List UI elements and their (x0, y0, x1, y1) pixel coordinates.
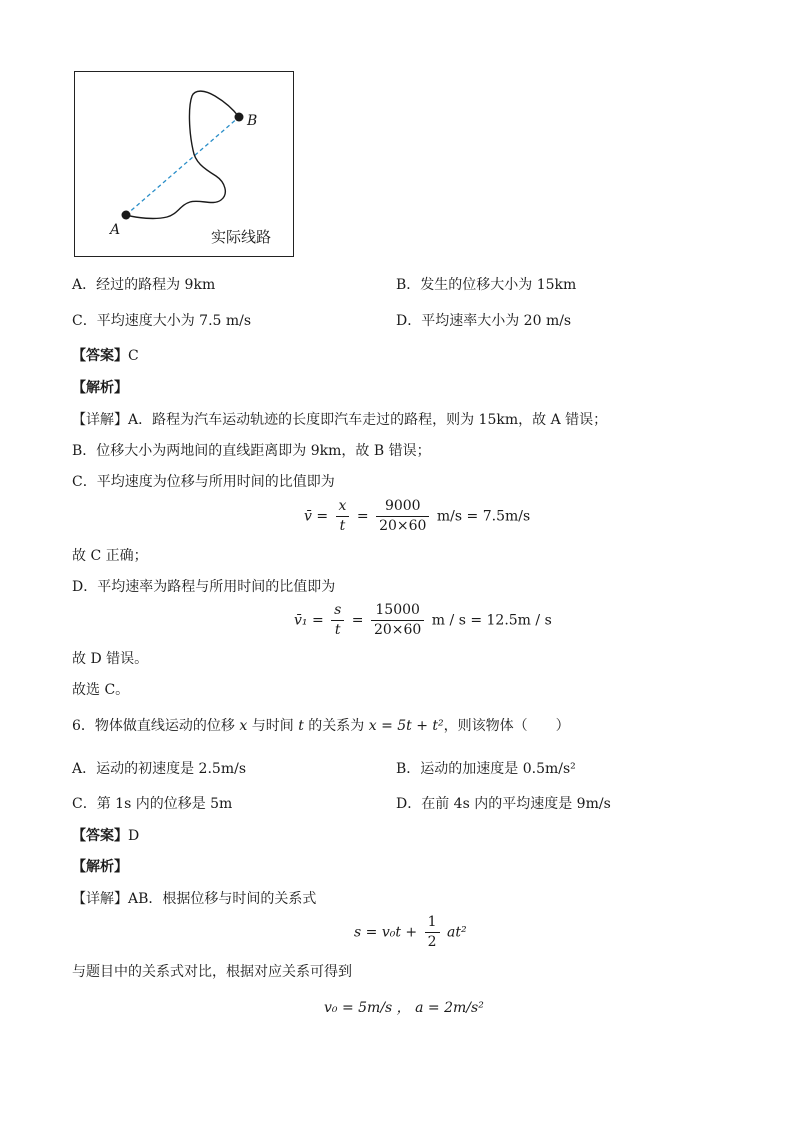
q6-stem-part-a: 6．物体做直线运动的位移 (72, 718, 235, 734)
eq3-lhs: s = v₀t + (354, 924, 418, 941)
displacement-line (126, 117, 239, 215)
q6-stem-part-c: 的关系为 (308, 718, 365, 734)
route-diagram (75, 72, 293, 256)
q6-stem-equation: x = 5t + t² (368, 718, 444, 734)
q6-compare: 与题目中的关系式对比，根据对应关系可得到 (72, 964, 352, 980)
eq1-fraction-2 (376, 498, 429, 535)
actual-route-path (126, 91, 239, 218)
eq1-den1: t (339, 518, 346, 534)
eq1-num1: x (338, 498, 347, 514)
eq1-rhs: m/s = 7.5m/s (436, 508, 531, 525)
q6-option-b: B．运动的加速度是 0.5m/s² (396, 761, 576, 777)
q6-stem (72, 716, 570, 736)
q5-detail-d: D．平均速率为路程与所用时间的比值即为 (72, 579, 336, 595)
q5-option-a: A．经过的路程为 9km (72, 277, 216, 293)
q6-stem-part-d: ，则该物体（ ） (443, 718, 570, 734)
answer-value: C (128, 348, 139, 364)
q5-option-b: B．发生的位移大小为 15km (396, 277, 577, 293)
eq2-num2: 15000 (371, 602, 424, 621)
point-a (122, 211, 131, 220)
q6-option-d: D．在前 4s 内的平均速度是 9m/s (396, 796, 611, 812)
equation-result: v₀ = 5m/s ， a = 2m/s² (324, 1000, 484, 1016)
eq2-fraction-1 (331, 602, 344, 639)
eq1-fraction-1 (336, 498, 350, 535)
label-a: A (110, 222, 121, 238)
eq2-den2: 20×60 (373, 622, 422, 638)
route-figure (74, 71, 294, 257)
equation-average-velocity (304, 498, 530, 535)
eq2-num1: s (334, 602, 342, 618)
eq1-lhs: v̄ = (304, 508, 329, 525)
answer-label: 【答案】 (72, 828, 128, 844)
label-b: B (247, 113, 258, 129)
q5-answer (72, 346, 139, 366)
q5-detail-b: B．位移大小为两地间的直线距离即为 9km，故 B 错误； (72, 443, 431, 459)
equation-displacement (354, 914, 467, 951)
q5-d-wrong: 故 D 错误。 (72, 651, 149, 667)
answer-value: D (128, 828, 140, 844)
answer-label: 【答案】 (72, 348, 128, 364)
q6-stem-var-x: x (239, 718, 248, 734)
eq1-num2: 9000 (376, 498, 429, 517)
eq2-den1: t (334, 622, 341, 638)
eq1-equals: = (356, 508, 369, 525)
q5-option-c: C．平均速度大小为 7.5 m/s (72, 313, 252, 329)
q5-c-correct: 故 C 正确； (72, 548, 148, 564)
figure-caption: 实际线路 (211, 228, 272, 246)
eq3-rhs: at² (446, 924, 467, 941)
eq1-den2: 20×60 (379, 518, 427, 534)
q6-detail-ab: 【详解】AB．根据位移与时间的关系式 (72, 891, 317, 907)
q6-stem-var-t: t (298, 718, 304, 734)
eq2-lhs: v̄₁ = (294, 612, 324, 629)
q5-detail-c: C．平均速度为位移与所用时间的比值即为 (72, 474, 335, 490)
eq3-num: 1 (425, 914, 440, 933)
q5-option-d: D．平均速率大小为 20 m/s (396, 313, 572, 329)
eq3-fraction (425, 914, 440, 951)
q5-analysis-label: 【解析】 (72, 380, 128, 396)
q5-choose: 故选 C。 (72, 682, 130, 698)
q6-stem-part-b: 与时间 (251, 718, 294, 734)
q6-option-a: A．运动的初速度是 2.5m/s (72, 761, 247, 777)
point-b (235, 113, 244, 122)
eq3-den: 2 (427, 934, 437, 950)
eq2-equals: = (351, 612, 364, 629)
q6-option-c: C．第 1s 内的位移是 5m (72, 796, 233, 812)
eq2-fraction-2 (371, 602, 424, 639)
eq2-rhs: m / s = 12.5m / s (431, 612, 552, 629)
q5-detail-a: 【详解】A．路程为汽车运动轨迹的长度即汽车走过的路程，则为 15km，故 A 错误； (72, 412, 608, 428)
equation-average-speed (294, 602, 552, 639)
q6-answer (72, 826, 139, 846)
q6-analysis-label: 【解析】 (72, 859, 128, 875)
